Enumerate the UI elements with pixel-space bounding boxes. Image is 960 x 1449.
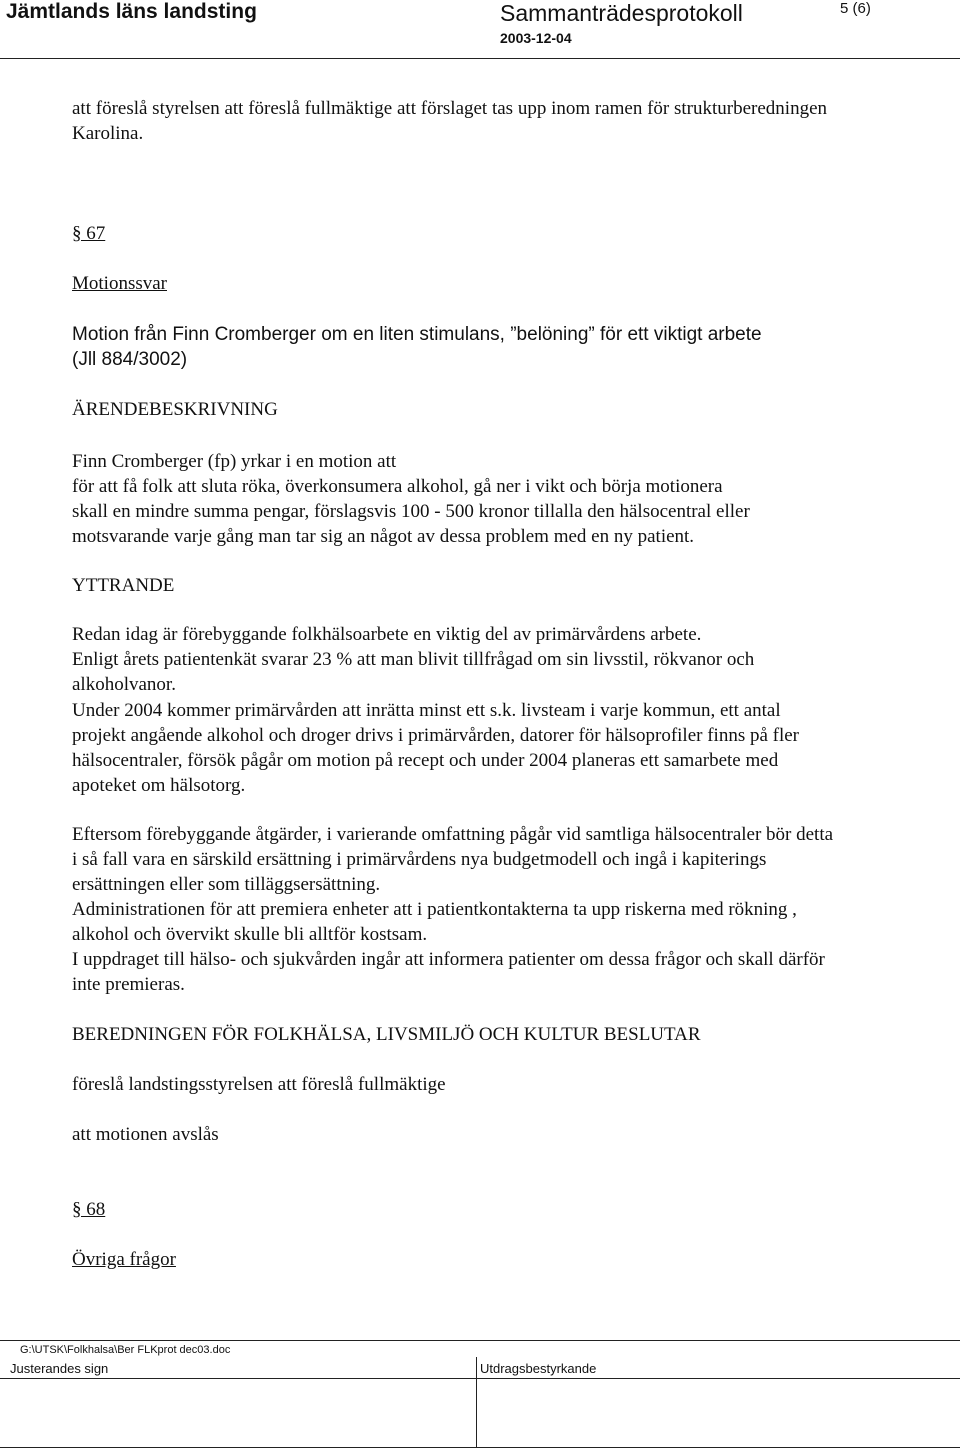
signature-box-top-rule xyxy=(0,1378,960,1379)
utdragsbestyrkande-label: Utdragsbestyrkande xyxy=(480,1361,597,1376)
intro-line-2: Karolina. xyxy=(72,123,144,144)
beslut-line-1: föreslå landstingsstyrelsen att föreslå fullmäktige xyxy=(72,1074,446,1095)
conclusion-line-1: Eftersom förebyggande åtgärder, i varierande omfattning pågår vid samtliga hälsocentraler bör detta xyxy=(72,824,834,845)
arende-line-4: motsvarande varje gång man tar sig an något av dessa problem med en ny patient. xyxy=(72,526,695,547)
conclusion-line-6: I uppdraget till hälso- och sjukvården ingår att informera patienter om dessa frågor och skall därför xyxy=(72,949,825,970)
yttrande-line-2: Enligt årets patientenkät svarar 23 % att man blivit tillfrågad om sin livsstil, rökvanor och xyxy=(72,649,755,670)
beslut-line-2: att motionen avslås xyxy=(72,1124,219,1145)
beslut-heading: BEREDNINGEN FÖR FOLKHÄLSA, LIVSMILJÖ OCH KULTUR BESLUTAR xyxy=(72,1024,701,1045)
conclusion-line-5: alkohol och övervikt skulle bli alltför kostsam. xyxy=(72,924,428,945)
arendebeskrivning-heading: ÄRENDEBESKRIVNING xyxy=(72,399,278,420)
arende-line-3: skall en mindre summa pengar, förslagsvis 100 - 500 kronor tillalla den hälsocentral eller xyxy=(72,501,750,522)
yttrande-line-4: Under 2004 kommer primärvården att inrätta minst ett s.k. livsteam i varje kommun, ett antal xyxy=(72,700,781,721)
file-path: G:\UTSK\Folkhalsa\Ber FLKprot dec03.doc xyxy=(20,1344,231,1356)
paragraph-68-number: § 68 xyxy=(72,1199,106,1220)
header-divider xyxy=(0,58,960,59)
page-number: 5 (6) xyxy=(840,0,871,17)
intro-line-1: att föreslå styrelsen att föreslå fullmäktige att förslaget tas upp inom ramen för strukturberedningen xyxy=(72,98,828,119)
conclusion-line-4: Administrationen för att premiera enheter att i patientkontakterna ta upp riskerna med rökning , xyxy=(72,899,797,920)
paragraph-67-number: § 67 xyxy=(72,223,106,244)
footer-divider xyxy=(0,1340,960,1341)
arende-line-2: för att få folk att sluta röka, överkonsumera alkohol, gå ner i vikt och börja motionera xyxy=(72,476,723,497)
signature-box-bottom-rule xyxy=(0,1447,960,1448)
yttrande-line-5: projekt angående alkohol och droger drivs i primärvården, datorer för hälsoprofiler finns på fler xyxy=(72,725,800,746)
organization-name: Jämtlands läns landsting xyxy=(6,0,257,23)
yttrande-line-1: Redan idag är förebyggande folkhälsoarbete en viktig del av primärvårdens arbete. xyxy=(72,624,702,645)
conclusion-line-2: i så fall vara en särskild ersättning i primärvårdens nya budgetmodell och ingå i kapiterings xyxy=(72,849,767,870)
protocol-title: Sammanträdesprotokoll xyxy=(500,0,743,26)
motion-title-line-2: (Jll 884/3002) xyxy=(72,349,188,370)
yttrande-line-3: alkoholvanor. xyxy=(72,674,176,695)
conclusion-line-3: ersättningen eller som tilläggsersättning. xyxy=(72,874,381,895)
conclusion-line-7: inte premieras. xyxy=(72,974,185,995)
meeting-date: 2003-12-04 xyxy=(500,30,572,46)
arende-line-1: Finn Cromberger (fp) yrkar i en motion att xyxy=(72,451,397,472)
justerandes-sign-label: Justerandes sign xyxy=(10,1361,109,1376)
section-heading-motionssvar: Motionssvar xyxy=(72,273,167,294)
section-heading-ovriga-fragor: Övriga frågor xyxy=(72,1249,176,1270)
signature-box-divider xyxy=(476,1357,477,1447)
yttrande-line-7: apoteket om hälsotorg. xyxy=(72,775,246,796)
yttrande-heading: YTTRANDE xyxy=(72,575,175,596)
yttrande-line-6: hälsocentraler, försök pågår om motion på recept och under 2004 planeras ett samarbete med xyxy=(72,750,779,771)
motion-title-line-1: Motion från Finn Cromberger om en liten stimulans, ”belöning” för ett viktigt arbete xyxy=(72,324,762,345)
